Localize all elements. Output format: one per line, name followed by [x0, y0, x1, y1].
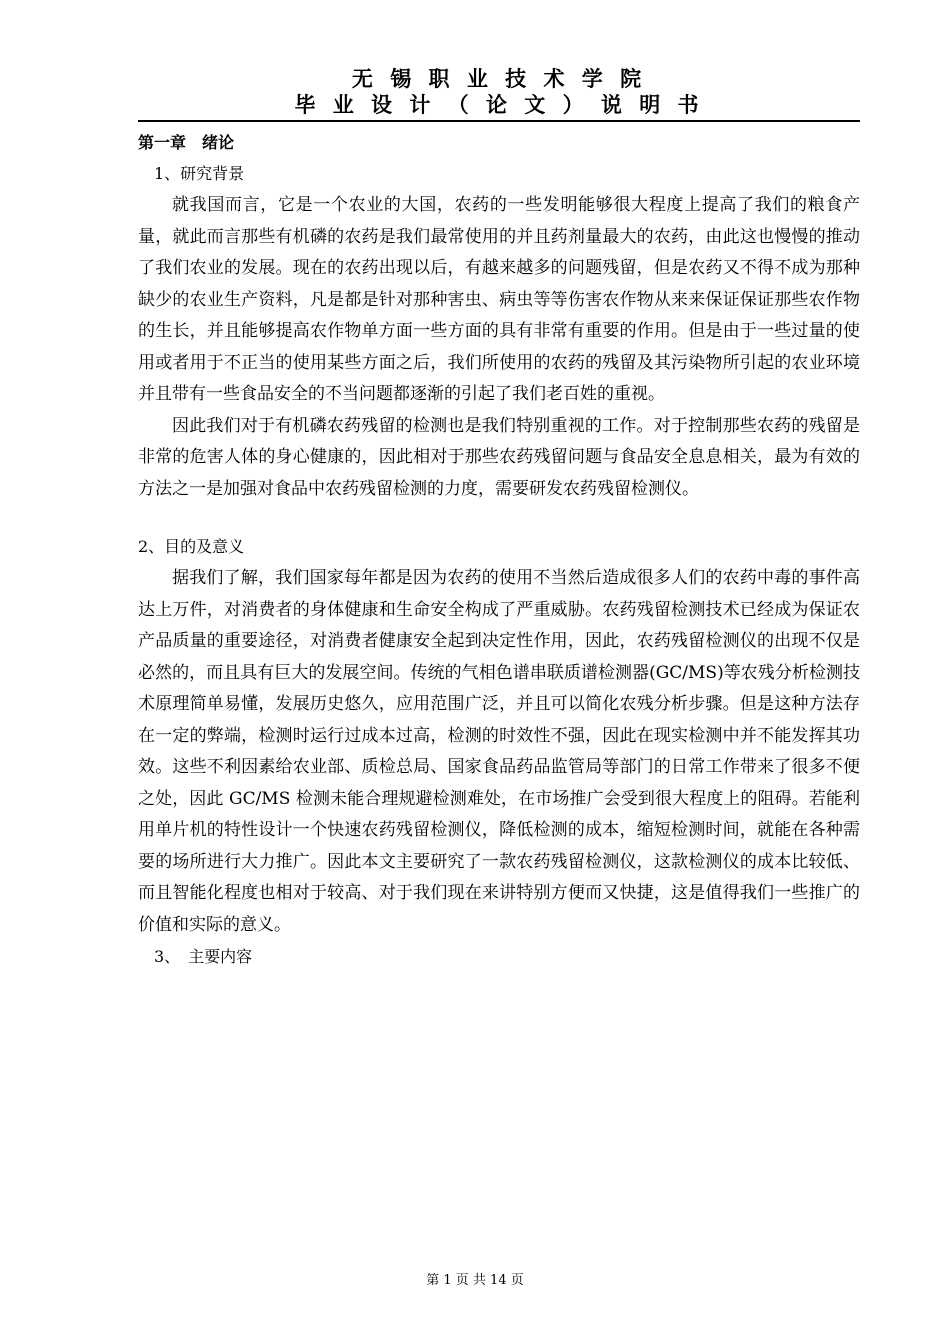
document-body: [138, 128, 860, 973]
section-heading-main-content: 3、 主要内容: [154, 947, 253, 966]
header-divider: [138, 120, 860, 122]
chapter-title: 第一章 绪论: [138, 133, 235, 152]
section-heading-background: 1、研究背景: [154, 164, 245, 183]
paragraph-spacer: [138, 505, 860, 531]
section-heading-purpose: 2、目的及意义: [138, 537, 245, 556]
school-name: 无 锡 职 业 技 术 学 院: [351, 67, 647, 91]
paragraph-background-2: 因此我们对于有机磷农药残留的检测也是我们特别重视的工作。对于控制那些农药的残留是非常的危害人体的身心健康的，因此相对于那些农药残留问题与食品安全息息相关，最为有效的方法之一是加强对食品中农药残留检测的力度，需要研发农药残留检测仪。: [138, 415, 860, 499]
paragraph-purpose-1: 据我们了解，我们国家每年都是因为农药的使用不当然后造成很多人们的农药中毒的事件高达上万件，对消费者的身体健康和生命安全构成了严重威胁。农药残留检测技术已经成为保证农产品质量的重要途径，对消费者健康安全起到决定性作用，因此，农药残留检测仪的出现不仅是必然的，而且具有巨大的发展空间。传统的气相色谱串联质谱检测器(GC/MS)等农残分析检测技术原理简单易懂，发展历史悠久，应用范围广泛，并且可以简化农残分析步骤。但是这种方法存在一定的弊端，检测时运行过成本过高，检测的时效性不强，因此在现实检测中并不能发挥其功效。这些不利因素给农业部、质检总局、国家食品药品监管局等部门的日常工作带来了很多不便之处，因此 GC/MS 检测未能合理规避检测难处，在市场推广会受到很大程度上的阻碍。若能利用单片机的特性设计一个快速农药残留检测仪，降低检测的成本，缩短检测时间，就能在各种需要的场所进行大力推广。因此本文主要研究了一款农药残留检测仪，这款检测仪的成本比较低、而且智能化程度也相对于较高、对于我们现在来讲特别方便而又快捷，这是值得我们一些推广的价值和实际的意义。: [138, 568, 860, 935]
paragraph-background-1: 就我国而言，它是一个农业的大国，农药的一些发明能够很大程度上提高了我们的粮食产量，就此而言那些有机磷的农药是我们最常使用的并且药剂量最大的农药，由此这也慢慢的推动了我们农业的发展。现在的农药出现以后，有越来越多的问题残留，但是农药又不得不成为那种缺少的农业生产资料，凡是都是针对那种害虫、病虫等等伤害农作物从来来保证保证那些农作物的生长，并且能够提高农作物单方面一些方面的具有非常有重要的作用。但是由于一些过量的使用或者用于不正当的使用某些方面之后，我们所使用的农药的残留及其污染物所引起的农业环境并且带有一些食品安全的不当问题都逐渐的引起了我们老百姓的重视。: [138, 195, 860, 404]
page-number-footer: 第 1 页 共 14 页: [426, 1273, 524, 1288]
document-type-title: 毕 业 设 计 （ 论 文 ） 说 明 书: [294, 93, 704, 117]
document-header: [138, 66, 860, 118]
